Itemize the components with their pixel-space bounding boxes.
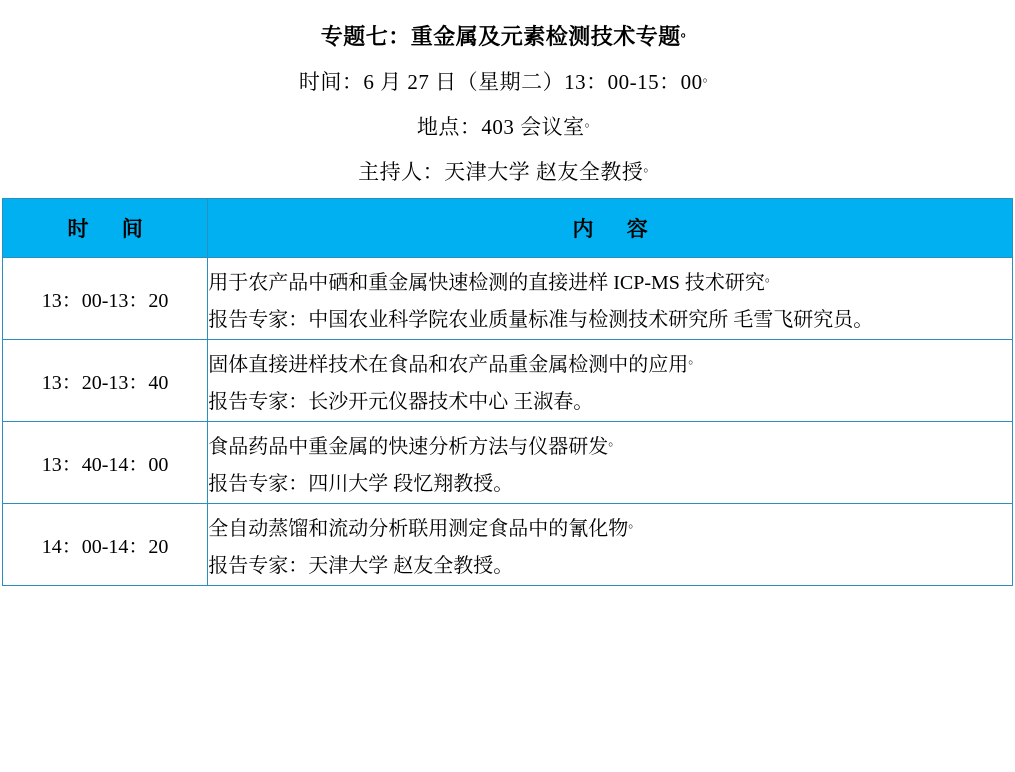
place-mark: 。 [584, 114, 599, 129]
agenda-table [2, 198, 1013, 586]
topic-mark: 。 [628, 515, 642, 530]
row-time: 13：40-14：00 [3, 422, 208, 504]
column-header-content: 内 容 [208, 199, 1013, 258]
row-time: 14：00-14：20 [3, 504, 208, 586]
row-time: 13：20-13：40 [3, 340, 208, 422]
row-speaker: 报告专家：长沙开元仪器技术中心 王淑春。 [208, 391, 594, 413]
table-header-row [3, 199, 1013, 258]
topic-mark: 。 [608, 433, 622, 448]
table-row [3, 422, 1013, 504]
host-mark: 。 [643, 159, 657, 174]
row-time: 13：00-13：20 [3, 258, 208, 340]
table-row [3, 258, 1013, 340]
table-row [3, 504, 1013, 586]
title-mark: 。 [680, 24, 695, 39]
row-speaker: 报告专家：四川大学 段忆翔教授。 [208, 473, 514, 495]
row-content [208, 422, 1013, 504]
column-header-time: 时 间 [3, 199, 208, 258]
table-row [3, 340, 1013, 422]
page-title: 专题七：重金属及元素检测技术专题。 [320, 24, 695, 49]
topic-mark: 。 [764, 269, 778, 284]
document-header [0, 0, 1015, 192]
row-topic: 全自动蒸馏和流动分析联用测定食品中的氰化物。 [208, 515, 642, 540]
session-time-line: 时间：6 月 27 日（星期二）13：00-15：00。 [298, 69, 717, 94]
row-content [208, 340, 1013, 422]
row-speaker: 报告专家：天津大学 赵友全教授。 [208, 555, 514, 577]
row-topic: 用于农产品中硒和重金属快速检测的直接进样 ICP-MS 技术研究。 [208, 269, 778, 294]
row-speaker: 报告专家：中国农业科学院农业质量标准与检测技术研究所 毛雪飞研究员。 [208, 309, 874, 331]
row-content [208, 258, 1013, 340]
time-mark: 。 [702, 69, 717, 84]
row-content [208, 504, 1013, 586]
session-place-line: 地点：403 会议室。 [416, 114, 599, 139]
session-host-line: 主持人：天津大学 赵友全教授。 [358, 159, 657, 184]
row-topic: 食品药品中重金属的快速分析方法与仪器研发。 [208, 433, 622, 458]
topic-mark: 。 [688, 351, 702, 366]
row-topic: 固体直接进样技术在食品和农产品重金属检测中的应用。 [208, 351, 702, 376]
